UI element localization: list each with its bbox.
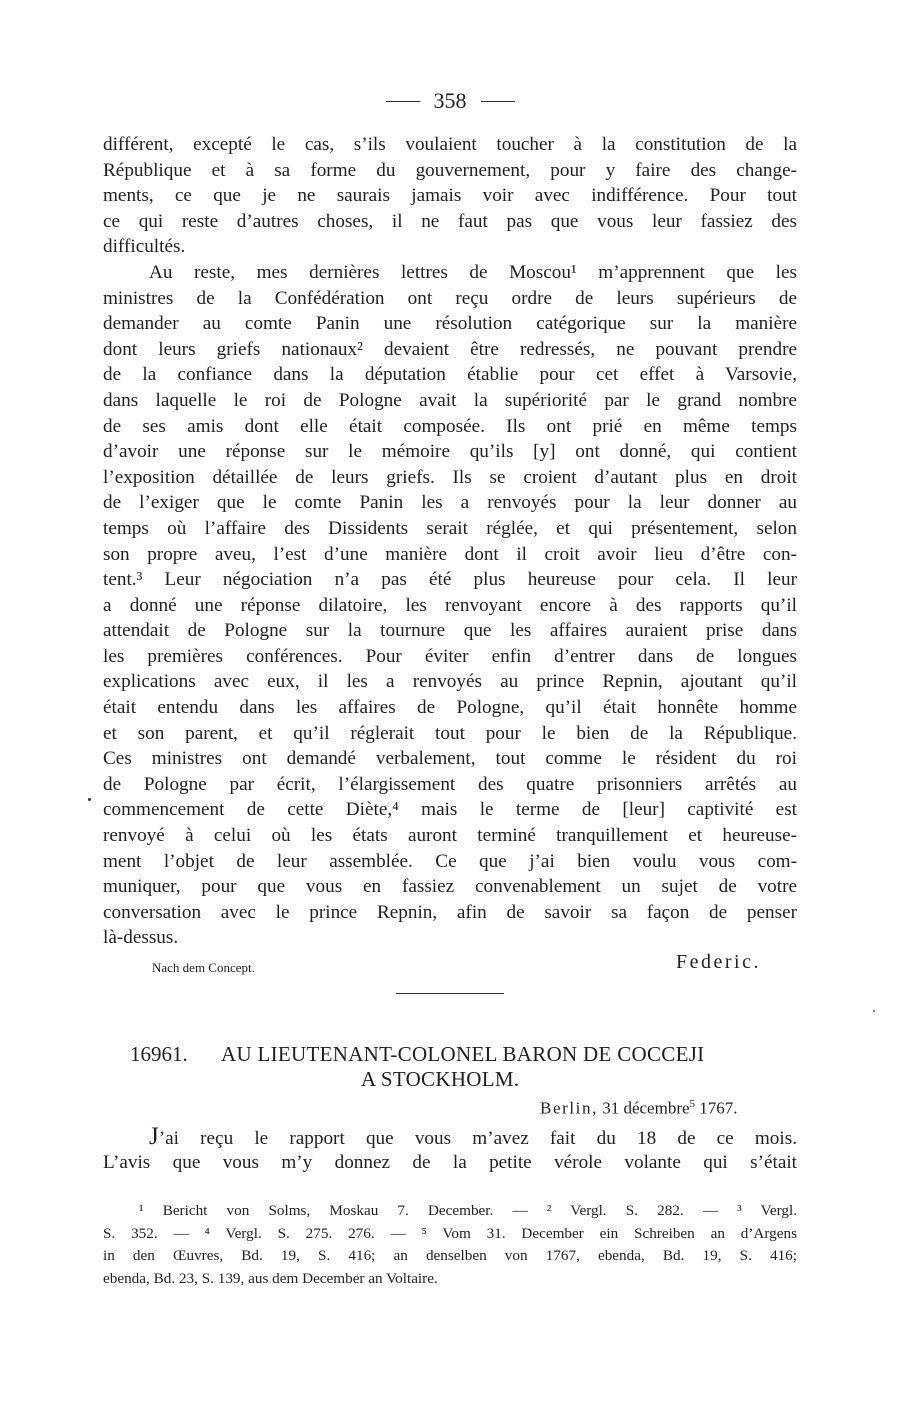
text-line: dont leurs griefs nationaux² devaient être redressés, ne pouvant prendre [103,338,797,360]
letter-dateline [540,1098,738,1119]
text-line: de l’exiger que le comte Panin les a renvoyés pour la leur donner au [103,492,797,514]
text-line: attendait de Pologne sur la tournure que les affaires auraient prise dans [103,620,797,642]
text-line: muniquer, pour que vous en fassiez convenablement un sujet de votre [103,876,797,898]
signature: Federic. [676,951,761,973]
date-footnote-marker: 5 [689,1098,696,1110]
text-line: renvoyé à celui où les états auront terminé tranquillement et heureuse- [103,825,797,847]
text-line: son propre aveu, l’est d’une manière dont il croit avoir lieu d’être con- [103,543,797,565]
text-line: de ses amis dont elle était composée. Ils ont prié en même temps [103,415,797,437]
margin-mark [873,1010,875,1012]
text-line: différent, excepté le cas, s’ils voulaient toucher à la constitution de la [103,134,797,155]
text-line: ministres de la Confédération ont reçu ordre de leurs supérieurs de [103,287,797,309]
text-line: l’exposition détaillée de leurs griefs. Ils se croient d’autant plus en droit [103,466,797,488]
text-line: ments, ce que je ne saurais jamais voir avec indifférence. Pour tout [103,185,797,207]
text-line: demander au comte Panin une résolution catégorique sur la manière [103,313,797,335]
initial-letter: J [149,1123,159,1150]
letter-continuation-text [103,132,797,951]
footnote-line: S. 352. — ⁴ Vergl. S. 275. 276. — ⁵ Vom 31. December ein Schreiben an d’Argens [103,1224,797,1242]
letter-number: 16961. [130,1042,188,1066]
letter-date: 31 décembre [602,1098,690,1118]
letter-year: 1767. [699,1098,738,1118]
letter-line-1-text: ’ai reçu le rapport que vous m’avez fait du 18 de ce mois. [158,1128,797,1149]
text-line: République et à sa forme du gouvernement, pour y faire des change- [103,159,797,181]
text-line: temps où l’affaire des Dissidents serait réglée, et qui présentement, selon [103,517,797,539]
text-line: L’avis que vous m’y donnez de la petite vérole volante qui s’était [103,1152,797,1173]
source-note: Nach dem Concept. [152,960,255,975]
footnote-line: ebenda, Bd. 23, S. 139, aus dem December an Voltaire. [103,1269,438,1287]
text-line: commencement de cette Diète,⁴ mais le terme de [leur] captivité est [103,799,797,821]
letter-body-text [103,1124,797,1176]
text-line: de Pologne par écrit, l’élargissement des quatre prisonniers arrêtés au [103,773,797,795]
text-line: difficultés. [103,236,186,258]
text-line: conversation avec le prince Repnin, afin de savoir sa façon de penser [103,901,797,923]
text-line: là-dessus. [103,927,179,949]
text-line: ment l’objet de leur assemblée. Ce que j’ai bien voulu vous com- [103,850,797,872]
header-rule-right [481,101,515,102]
footnote-line: ¹ Bericht von Solms, Moskau 7. December. — ² Vergl. S. 282. — ³ Vergl. [139,1202,797,1219]
section-separator-rule [396,993,504,994]
header-rule-left [386,101,420,102]
text-line: les premières conférences. Pour éviter enfin d’entrer dans de longues [103,645,797,667]
footnotes [103,1200,797,1290]
letter-title-line-1: AU LIEUTENANT-COLONEL BARON DE COCCEJI [221,1042,705,1066]
page-header [0,88,900,114]
text-line [103,1124,797,1150]
letter-place: Berlin, [540,1098,598,1118]
text-line: ce qui reste d’autres choses, il ne faut pas que vous leur fassiez des [103,210,797,232]
text-line: explications avec eux, il les a renvoyés au prince Repnin, ajoutant qu’il [103,671,797,693]
margin-mark [88,798,91,801]
text-line: Au reste, mes dernières lettres de Moscou¹ m’apprennent que les [149,261,797,283]
text-line: tent.³ Leur négociation n’a pas été plus heureuse pour cela. Il leur [103,569,797,591]
footnote-line: in den Œuvres, Bd. 19, S. 416; an denselben von 1767, ebenda, Bd. 19, S. 416; [103,1247,797,1264]
text-line: et son parent, et qu’il réglerait tout pour le bien de la République. [103,722,797,744]
text-line: a donné une réponse dilatoire, les renvoyant encore à des rapports qu’il [103,594,797,616]
text-line: dans laquelle le roi de Pologne avait la supériorité par le grand nombre [103,389,797,411]
letter-title-line-2: A STOCKHOLM. [361,1067,520,1091]
text-line: de la confiance dans la députation établie pour cet effet à Varsovie, [103,364,797,386]
text-line: d’avoir une réponse sur le mémoire qu’ils [y] ont donné, qui contient [103,441,797,463]
page-number: 358 [433,88,467,113]
text-line: Ces ministres ont demandé verbalement, tout comme le résident du roi [103,748,797,770]
text-line: était entendu dans les affaires de Pologne, qu’il était honnête homme [103,697,797,719]
